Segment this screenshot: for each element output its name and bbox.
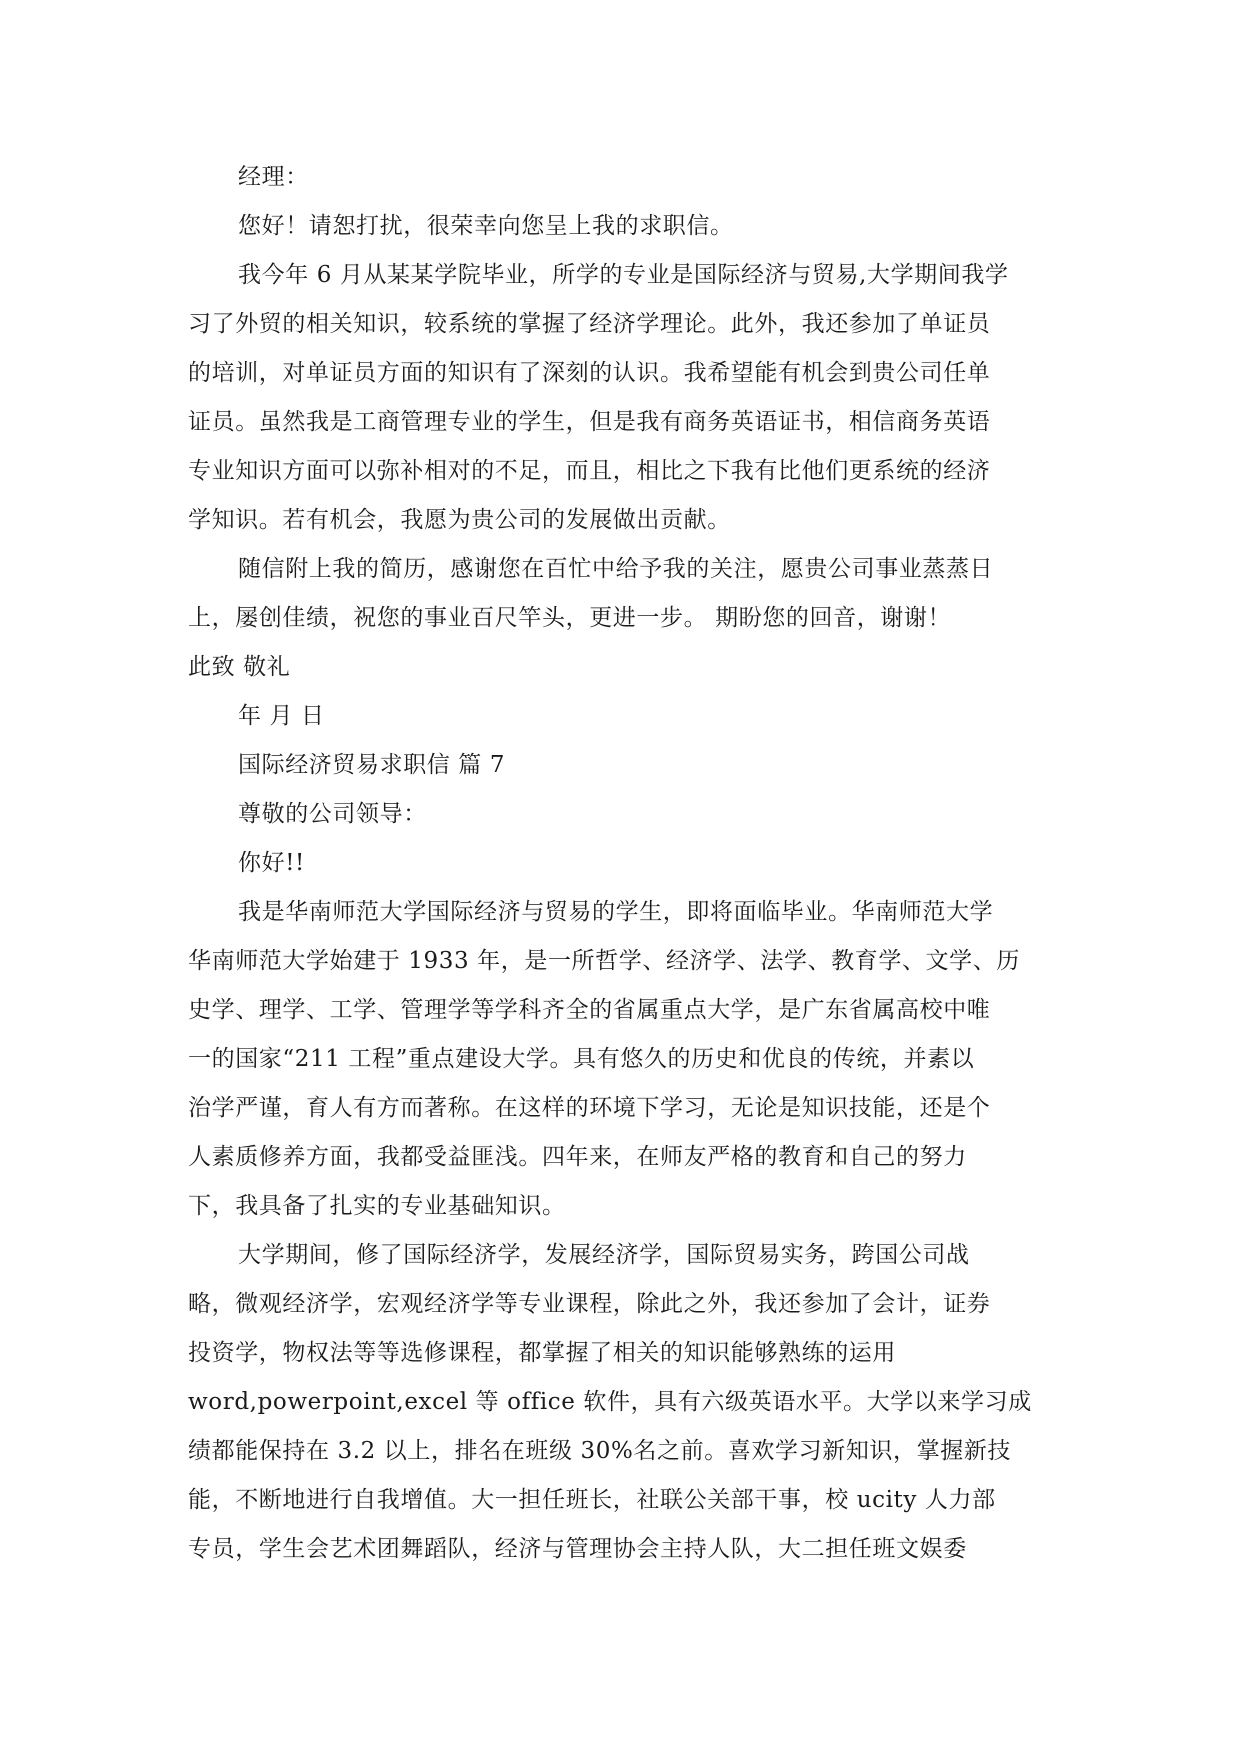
body-line: 能，不断地进行自我增值。大一担任班长，社联公关部干事，校 ucity 人力部 (188, 1487, 996, 1513)
body-line: 人素质修养方面，我都受益匪浅。四年来，在师友严格的教育和自己的努力 (188, 1144, 967, 1170)
date-line: 年 月 日 (238, 703, 325, 729)
body-line: 华南师范大学始建于 1933 年，是一所哲学、经济学、法学、教育学、文学、历 (188, 948, 1020, 974)
body-line: 一的国家“211 工程”重点建设大学。具有悠久的历史和优良的传统，并素以 (188, 1046, 975, 1072)
section-title: 国际经济贸易求职信 篇 7 (238, 752, 506, 778)
body-line: 的培训，对单证员方面的知识有了深刻的认识。我希望能有机会到贵公司任单 (188, 360, 991, 386)
body-line: 治学严谨，育人有方而著称。在这样的环境下学习，无论是知识技能，还是个 (188, 1095, 991, 1121)
body-line: 习了外贸的相关知识，较系统的掌握了经济学理论。此外，我还参加了单证员 (188, 311, 991, 337)
body-line: 略，微观经济学，宏观经济学等专业课程，除此之外，我还参加了会计，证券 (188, 1291, 991, 1317)
body-line: 史学、理学、工学、管理学等学科齐全的省属重点大学，是广东省属高校中唯 (188, 997, 991, 1023)
body-line: 专员，学生会艺术团舞蹈队，经济与管理协会主持人队，大二担任班文娱委 (188, 1536, 967, 1562)
body-line: 专业知识方面可以弥补相对的不足，而且，相比之下我有比他们更系统的经济 (188, 458, 991, 484)
greeting-line: 你好!! (238, 850, 305, 876)
body-line: 投资学，物权法等等选修课程，都掌握了相关的知识能够熟练的运用 (188, 1340, 896, 1366)
body-line: 大学期间，修了国际经济学，发展经济学，国际贸易实务，跨国公司战 (238, 1242, 970, 1268)
body-line: 下，我具备了扎实的专业基础知识。 (188, 1193, 566, 1219)
body-line: 绩都能保持在 3.2 以上，排名在班级 30%名之前。喜欢学习新知识，掌握新技 (188, 1438, 1012, 1464)
body-line: 学知识。若有机会，我愿为贵公司的发展做出贡献。 (188, 507, 731, 533)
greeting-line: 您好！请恕打扰，很荣幸向您呈上我的求职信。 (238, 213, 734, 239)
salutation-manager: 经理： (238, 164, 309, 190)
body-line: 我是华南师范大学国际经济与贸易的学生，即将面临毕业。华南师范大学 (238, 899, 994, 925)
closing-line: 此致 敬礼 (188, 654, 291, 680)
body-line: word,powerpoint,excel 等 office 软件，具有六级英语水平。大学以来学习成 (188, 1389, 1032, 1415)
salutation-leaders: 尊敬的公司领导： (238, 801, 427, 827)
body-line: 上，屡创佳绩，祝您的事业百尺竿头，更进一步。 期盼您的回音，谢谢！ (188, 605, 952, 631)
body-line: 随信附上我的简历，感谢您在百忙中给予我的关注，愿贵公司事业蒸蒸日 (238, 556, 994, 582)
body-line: 我今年 6 月从某某学院毕业，所学的专业是国际经济与贸易,大学期间我学 (238, 262, 1009, 288)
body-line: 证员。虽然我是工商管理专业的学生，但是我有商务英语证书，相信商务英语 (188, 409, 991, 435)
